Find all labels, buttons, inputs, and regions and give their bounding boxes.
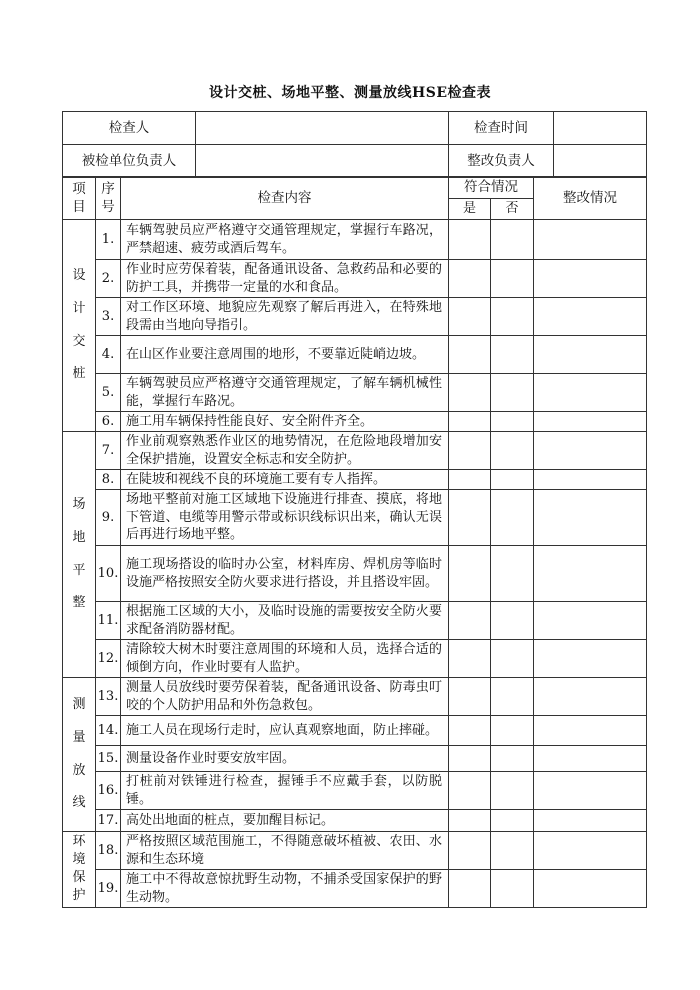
no-cell[interactable] bbox=[491, 490, 534, 546]
yes-cell[interactable] bbox=[449, 640, 491, 678]
yes-cell[interactable] bbox=[449, 298, 491, 336]
category-char: 场 bbox=[72, 496, 86, 512]
category-char: 线 bbox=[72, 795, 86, 811]
item-number: 8. bbox=[96, 470, 121, 490]
yes-cell[interactable] bbox=[449, 220, 491, 260]
category-design-handover bbox=[63, 220, 96, 432]
item-number: 18. bbox=[96, 832, 121, 870]
no-cell[interactable] bbox=[491, 470, 534, 490]
category-char: 测 bbox=[72, 696, 86, 712]
item-number: 1. bbox=[96, 220, 121, 260]
yes-cell[interactable] bbox=[449, 602, 491, 640]
item-number: 2. bbox=[96, 260, 121, 298]
item-number: 14. bbox=[96, 716, 121, 746]
rectify-cell[interactable] bbox=[534, 772, 647, 810]
item-number: 3. bbox=[96, 298, 121, 336]
item-content: 高处出地面的桩点，要加醒目标记。 bbox=[121, 810, 449, 832]
category-char: 地 bbox=[72, 529, 86, 545]
rectify-cell[interactable] bbox=[534, 470, 647, 490]
category-char: 量 bbox=[72, 729, 86, 745]
item-content: 对工作区环境、地貌应先观察了解后再进入，在特殊地段需由当地向导指引。 bbox=[121, 298, 449, 336]
category-char: 桩 bbox=[72, 366, 86, 382]
header-table bbox=[62, 111, 647, 178]
page-title: 设计交桩、场地平整、测量放线HSE检查表 bbox=[208, 85, 491, 101]
rectify-cell[interactable] bbox=[534, 432, 647, 470]
no-cell[interactable] bbox=[491, 870, 534, 908]
item-number: 16. bbox=[96, 772, 121, 810]
rectify-cell[interactable] bbox=[534, 546, 647, 602]
no-cell[interactable] bbox=[491, 832, 534, 870]
rectify-cell[interactable] bbox=[534, 298, 647, 336]
item-content: 场地平整前对施工区域地下设施进行排查、摸底，将地下管道、电缆等用警示带或标识线标识出来，确认无误后再进行场地平整。 bbox=[121, 490, 449, 546]
yes-cell[interactable] bbox=[449, 870, 491, 908]
inspect-time-label: 检查时间 bbox=[449, 112, 554, 145]
item-content: 作业前观察熟悉作业区的地势情况，在危险地段增加安全保护措施，设置安全标志和安全防护。 bbox=[121, 432, 449, 470]
no-cell[interactable] bbox=[491, 412, 534, 432]
item-content: 严格按照区域范围施工，不得随意破坏植被、农田、水源和生态环境 bbox=[121, 832, 449, 870]
rectify-cell[interactable] bbox=[534, 810, 647, 832]
rectify-cell[interactable] bbox=[534, 716, 647, 746]
no-cell[interactable] bbox=[491, 716, 534, 746]
item-number: 11. bbox=[96, 602, 121, 640]
item-content: 施工用车辆保持性能良好、安全附件齐全。 bbox=[121, 412, 449, 432]
rectify-person-label: 整改负责人 bbox=[449, 145, 554, 178]
category-char: 整 bbox=[72, 595, 86, 611]
category-char: 境 bbox=[72, 852, 86, 868]
rectify-cell[interactable] bbox=[534, 336, 647, 374]
category-char: 保 bbox=[72, 870, 86, 885]
item-content: 根据施工区域的大小，及临时设施的需要按安全防火要求配备消防器材配。 bbox=[121, 602, 449, 640]
item-number: 19. bbox=[96, 870, 121, 908]
yes-cell[interactable] bbox=[449, 746, 491, 772]
yes-cell[interactable] bbox=[449, 260, 491, 298]
item-content: 施工人员在现场行走时，应认真观察地面，防止摔碰。 bbox=[121, 716, 449, 746]
rectify-cell[interactable] bbox=[534, 412, 647, 432]
item-content: 车辆驾驶员应严格遵守交通管理规定，掌握行车路况，严禁超速、疲劳或酒后驾车。 bbox=[121, 220, 449, 260]
item-content: 车辆驾驶员应严格遵守交通管理规定，了解车辆机械性能，掌握行车路况。 bbox=[121, 374, 449, 412]
item-content: 施工中不得故意惊扰野生动物，不捕杀受国家保护的野生动物。 bbox=[121, 870, 449, 908]
rectify-cell[interactable] bbox=[534, 220, 647, 260]
no-cell[interactable] bbox=[491, 678, 534, 716]
yes-cell[interactable] bbox=[449, 432, 491, 470]
item-content: 测量设备作业时要安放牢固。 bbox=[121, 746, 449, 772]
inspector-field[interactable] bbox=[196, 112, 449, 145]
rectify-cell[interactable] bbox=[534, 870, 647, 908]
item-content: 在陡坡和视线不良的环境施工要有专人指挥。 bbox=[121, 470, 449, 490]
rectify-person-field[interactable] bbox=[554, 145, 647, 178]
col-seq-char: 号 bbox=[101, 199, 115, 215]
col-rectify-header: 整改情况 bbox=[534, 177, 647, 220]
no-cell[interactable] bbox=[491, 772, 534, 810]
rectify-cell[interactable] bbox=[534, 832, 647, 870]
item-number: 17. bbox=[96, 810, 121, 832]
category-char: 护 bbox=[72, 887, 86, 903]
item-number: 6. bbox=[96, 412, 121, 432]
no-cell[interactable] bbox=[491, 336, 534, 374]
yes-cell[interactable] bbox=[449, 336, 491, 374]
category-char: 设 bbox=[72, 267, 86, 283]
rectify-cell[interactable] bbox=[534, 640, 647, 678]
yes-cell[interactable] bbox=[449, 412, 491, 432]
no-cell[interactable] bbox=[491, 746, 534, 772]
yes-cell[interactable] bbox=[449, 716, 491, 746]
item-content: 施工现场搭设的临时办公室，材料库房、焊机房等临时设施严格按照安全防火要求进行搭设，并且搭设牢固。 bbox=[121, 546, 449, 602]
item-number: 4. bbox=[96, 336, 121, 374]
yes-cell[interactable] bbox=[449, 832, 491, 870]
rectify-cell[interactable] bbox=[534, 490, 647, 546]
category-site-leveling bbox=[63, 432, 96, 678]
yes-cell[interactable] bbox=[449, 678, 491, 716]
col-yes-header: 是 bbox=[449, 199, 491, 220]
no-cell[interactable] bbox=[491, 602, 534, 640]
category-char: 放 bbox=[72, 762, 86, 778]
item-content: 打桩前对铁锤进行检查，握锤手不应戴手套，以防脱锤。 bbox=[121, 772, 449, 810]
no-cell[interactable] bbox=[491, 810, 534, 832]
no-cell[interactable] bbox=[491, 374, 534, 412]
item-number: 9. bbox=[96, 490, 121, 546]
item-number: 13. bbox=[96, 678, 121, 716]
rectify-cell[interactable] bbox=[534, 260, 647, 298]
yes-cell[interactable] bbox=[449, 772, 491, 810]
yes-cell[interactable] bbox=[449, 546, 491, 602]
yes-cell[interactable] bbox=[449, 490, 491, 546]
category-char: 平 bbox=[72, 562, 86, 578]
no-cell[interactable] bbox=[491, 260, 534, 298]
col-content-header: 检查内容 bbox=[121, 177, 449, 220]
no-cell[interactable] bbox=[491, 640, 534, 678]
checklist-table bbox=[62, 176, 647, 908]
rectify-cell[interactable] bbox=[534, 678, 647, 716]
item-number: 5. bbox=[96, 374, 121, 412]
item-number: 10. bbox=[96, 546, 121, 602]
category-char: 交 bbox=[72, 333, 86, 349]
inspector-label: 检查人 bbox=[63, 112, 196, 145]
no-cell[interactable] bbox=[491, 220, 534, 260]
yes-cell[interactable] bbox=[449, 810, 491, 832]
inspected-unit-label: 被检单位负责人 bbox=[63, 145, 196, 178]
col-compliance-header: 符合情况 bbox=[449, 177, 534, 199]
category-environment-protection bbox=[63, 832, 96, 908]
no-cell[interactable] bbox=[491, 432, 534, 470]
item-content: 清除较大树木时要注意周围的环境和人员，选择合适的倾倒方向，作业时要有人监护。 bbox=[121, 640, 449, 678]
col-item-header bbox=[63, 177, 96, 220]
rectify-cell[interactable] bbox=[534, 602, 647, 640]
col-no-header: 否 bbox=[491, 199, 534, 220]
col-seq-header bbox=[96, 177, 121, 220]
item-number: 12. bbox=[96, 640, 121, 678]
no-cell[interactable] bbox=[491, 298, 534, 336]
yes-cell[interactable] bbox=[449, 374, 491, 412]
col-item-char: 目 bbox=[72, 199, 86, 215]
category-char: 环 bbox=[72, 834, 86, 850]
col-seq-char: 序 bbox=[101, 180, 115, 197]
inspect-time-field[interactable] bbox=[554, 112, 647, 145]
category-char: 计 bbox=[72, 300, 86, 316]
category-survey-layout bbox=[63, 678, 96, 832]
item-content: 作业时应劳保着装，配备通讯设备、急救药品和必要的防护工具，并携带一定量的水和食品。 bbox=[121, 260, 449, 298]
col-item-char: 项 bbox=[72, 180, 86, 197]
rectify-cell[interactable] bbox=[534, 374, 647, 412]
inspected-unit-field[interactable] bbox=[196, 145, 449, 178]
item-number: 15. bbox=[96, 746, 121, 772]
item-number: 7. bbox=[96, 432, 121, 470]
item-content: 测量人员放线时要劳保着装，配备通讯设备、防毒虫叮咬的个人防护用品和外伤急救包。 bbox=[121, 678, 449, 716]
item-content: 在山区作业要注意周围的地形，不要靠近陡峭边坡。 bbox=[121, 336, 449, 374]
no-cell[interactable] bbox=[491, 546, 534, 602]
rectify-cell[interactable] bbox=[534, 746, 647, 772]
yes-cell[interactable] bbox=[449, 470, 491, 490]
